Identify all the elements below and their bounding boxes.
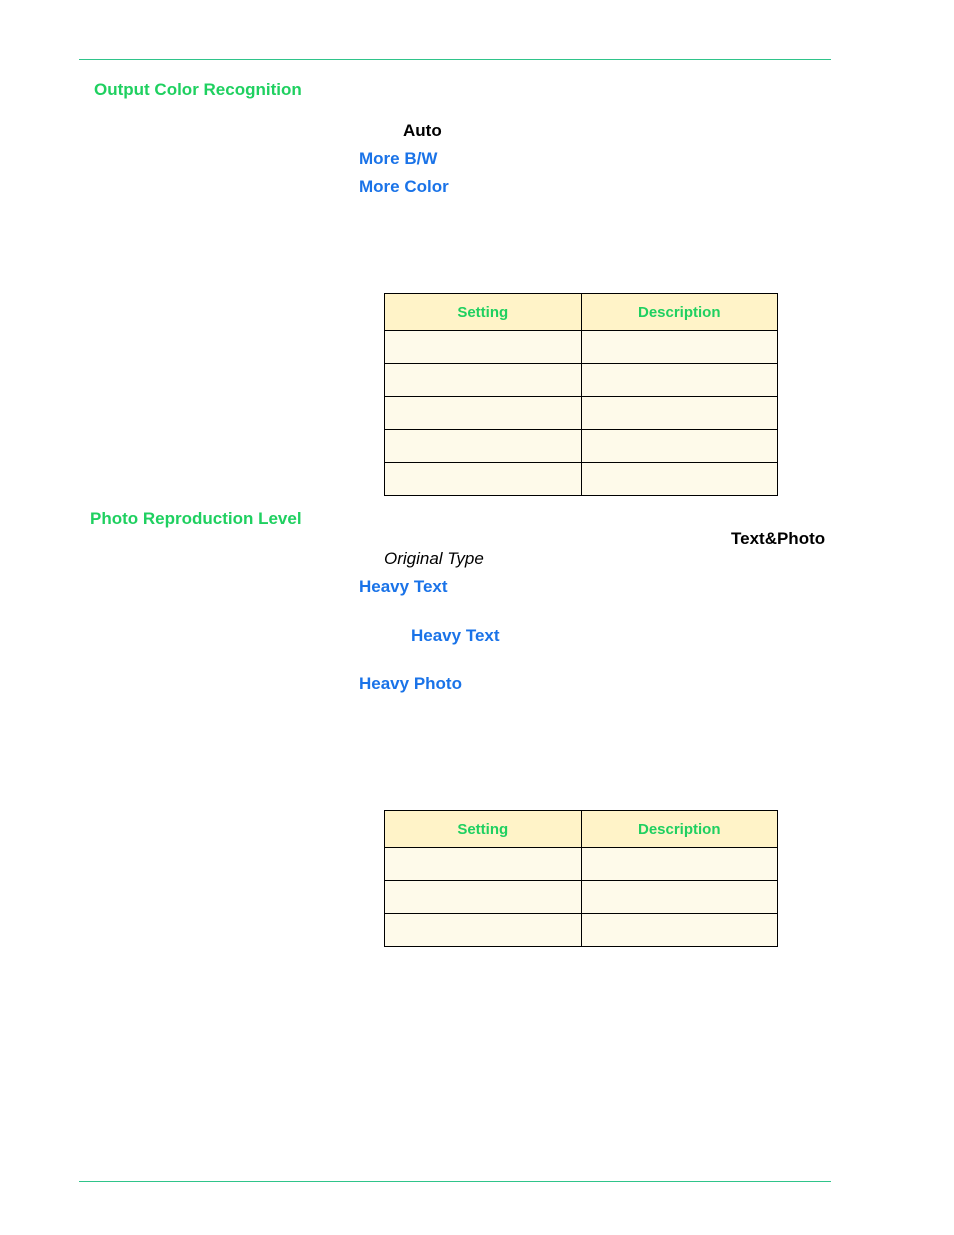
column-header-setting: Setting [385,294,582,331]
inline-heavy-text-link[interactable]: Heavy Text [411,626,500,645]
default-value-auto: Auto [403,121,442,140]
table-cell [385,463,582,496]
table-cell [581,848,778,881]
table-cell [385,364,582,397]
table-row [385,881,778,914]
table-row [385,397,778,430]
table-row [385,848,778,881]
bottom-rule [79,1181,831,1182]
table-cell [581,364,778,397]
table-cell [581,331,778,364]
photo-reproduction-settings-table [384,810,778,947]
table-cell [581,914,778,947]
table-cell [581,430,778,463]
reference-original-type: Original Type [384,549,484,568]
table-cell [385,331,582,364]
table-header-row [385,811,778,848]
option-heavy-photo-link[interactable]: Heavy Photo [359,674,462,693]
default-value-text-photo: Text&Photo [731,529,826,548]
option-more-color-link[interactable]: More Color [359,177,449,196]
table-cell [385,914,582,947]
table-cell [385,397,582,430]
table-cell [581,463,778,496]
column-header-description: Description [581,811,778,848]
table-cell [581,397,778,430]
section-heading-photo-reproduction-level: Photo Reproduction Level [90,509,302,528]
table-row [385,430,778,463]
section-heading-output-color-recognition: Output Color Recognition [94,80,302,99]
output-color-settings-table [384,293,778,496]
table-row [385,463,778,496]
table-cell [581,881,778,914]
table-cell [385,848,582,881]
table-row [385,331,778,364]
top-rule [79,59,831,60]
option-heavy-text-link[interactable]: Heavy Text [359,577,448,596]
table-row [385,364,778,397]
table-cell [385,881,582,914]
column-header-description: Description [581,294,778,331]
table-header-row [385,294,778,331]
column-header-setting: Setting [385,811,582,848]
table-cell [385,430,582,463]
option-more-bw-link[interactable]: More B/W [359,149,438,168]
table-row [385,914,778,947]
